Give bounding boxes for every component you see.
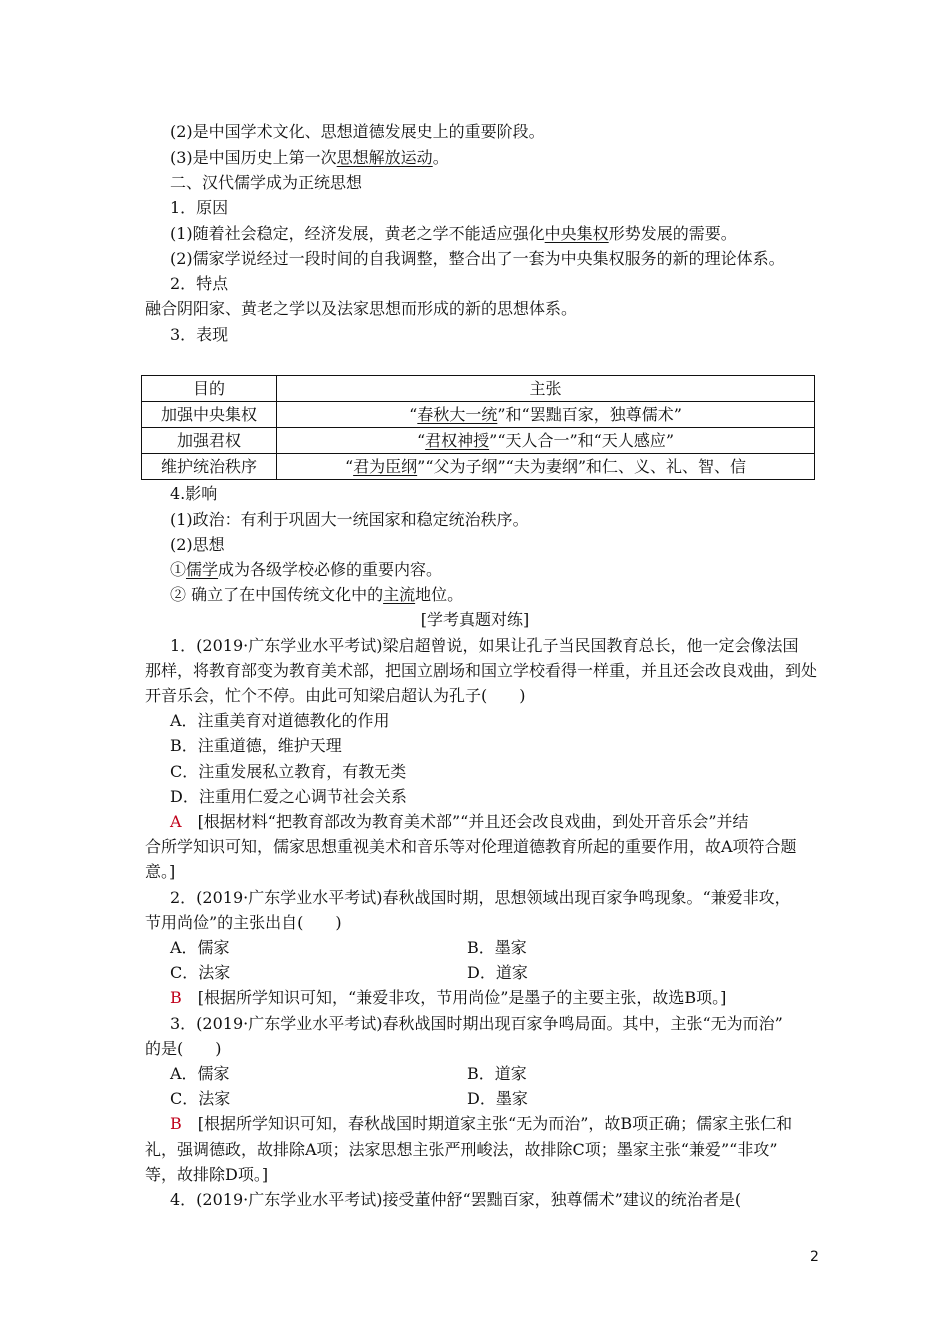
underlined-term: 思想解放运动 [336,148,433,167]
option: B．墨家 [467,938,527,957]
text-line: (1)随着社会稳定，经济发展，黄老之学不能适应强化中央集权形势发展的需要。 [170,224,737,243]
practice-title: [学考真题对练] [420,610,530,629]
explanation: A [根据材料“把教育部改为教育美术部”“并且还会改良戏曲，到处开音乐会”并结 [170,812,749,831]
table-header-cell: 目的 [142,376,277,402]
question-stem: 的是( ) [145,1039,222,1058]
subheading: 1．原因 [170,198,229,217]
question-stem: 2．(2019·广东学业水平考试)春秋战国时期，思想领域出现百家争鸣现象。“兼爱非攻， [170,888,791,907]
question-stem: 4．(2019·广东学业水平考试)接受董仲舒“罢黜百家，独尊儒术”建议的统治者是( [170,1190,742,1209]
question-stem: 节用尚俭”的主张出自( ) [145,913,342,932]
subheading: 4.影响 [170,484,218,503]
purpose-cell: 加强中央集权 [142,402,277,428]
option: C．注重发展私立教育，有教无类 [170,762,407,781]
text-line: (2)是中国学术文化、思想道德发展史上的重要阶段。 [170,122,545,141]
purpose-cell: 维护统治秩序 [142,454,277,480]
manifestation-table [141,375,815,480]
claim-cell: “君为臣纲”“父为子纲”“夫为妻纲”和仁、义、礼、智、信 [277,454,815,480]
option: C．法家 [170,1089,231,1108]
explanation: 等，故排除D项。] [145,1165,269,1184]
text-line: (1)政治：有利于巩固大一统国家和稳定统治秩序。 [170,510,529,529]
question-stem: 那样，将教育部变为教育美术部，把国立剧场和国立学校看得一样重，并且还会改良戏曲，到处 [145,661,818,680]
question-stem: 开音乐会，忙个不停。由此可知梁启超认为孔子( ) [145,686,526,705]
option: D．墨家 [467,1089,528,1108]
underlined-term: 主流 [383,585,416,604]
option: D．道家 [467,963,528,982]
text-line: (2)思想 [170,535,225,554]
text-line: ①儒学成为各级学校必修的重要内容。 [170,560,443,579]
text-line: 融合阴阳家、黄老之学以及法家思想而形成的新的思想体系。 [145,299,578,318]
option: A．儒家 [170,938,230,957]
underlined-term: 儒学 [186,560,219,579]
text-line: (2)儒家学说经过一段时间的自我调整，整合出了一套为中央集权服务的新的理论体系。 [170,249,785,268]
claim-cell: “君权神授”“天人合一”和“天人感应” [277,428,815,454]
text-line: ② 确立了在中国传统文化中的主流地位。 [170,585,464,604]
option: A．儒家 [170,1064,230,1083]
question-stem: 3．(2019·广东学业水平考试)春秋战国时期出现百家争鸣局面。其中，主张“无为而治” [170,1014,783,1033]
explanation: 意。] [145,862,176,881]
explanation: 合所学知识可知，儒家思想重视美术和音乐等对伦理道德教育所起的重要作用，故A项符合题 [145,837,797,856]
subheading: 2．特点 [170,274,229,293]
option: D．注重用仁爱之心调节社会关系 [170,787,407,806]
table-header-cell: 主张 [277,376,815,402]
explanation: 礼，强调德政，故排除A项；法家思想主张严刑峻法，故排除C项；墨家主张“兼爱”“非攻” [145,1140,778,1159]
table-row [142,454,815,480]
option: A．注重美育对道德教化的作用 [170,711,390,730]
subheading: 3．表现 [170,325,229,344]
answer-letter: A [170,812,182,831]
table-row [142,428,815,454]
option: C．法家 [170,963,231,982]
answer-letter: B [170,988,182,1007]
option: B．注重道德，维护天理 [170,736,342,755]
answer-letter: B [170,1114,182,1133]
claim-cell: “春秋大一统”和“罢黜百家，独尊儒术” [277,402,815,428]
section-heading: 二、汉代儒学成为正统思想 [170,173,363,192]
explanation: B [根据所学知识可知，“兼爱非攻，节用尚俭”是墨子的主要主张，故选B项。] [170,988,727,1007]
text-line: (3)是中国历史上第一次思想解放运动。 [170,148,449,167]
table-row [142,402,815,428]
purpose-cell: 加强君权 [142,428,277,454]
page-number: 2 [810,1249,819,1265]
table-header-row [142,376,815,402]
question-stem: 1．(2019·广东学业水平考试)梁启超曾说，如果让孔子当民国教育总长，他一定会像法国 [170,636,799,655]
option: B．道家 [467,1064,527,1083]
underlined-term: 中央集权 [544,224,609,243]
explanation: B [根据所学知识可知，春秋战国时期道家主张“无为而治”，故B项正确；儒家主张仁和 [170,1114,793,1133]
